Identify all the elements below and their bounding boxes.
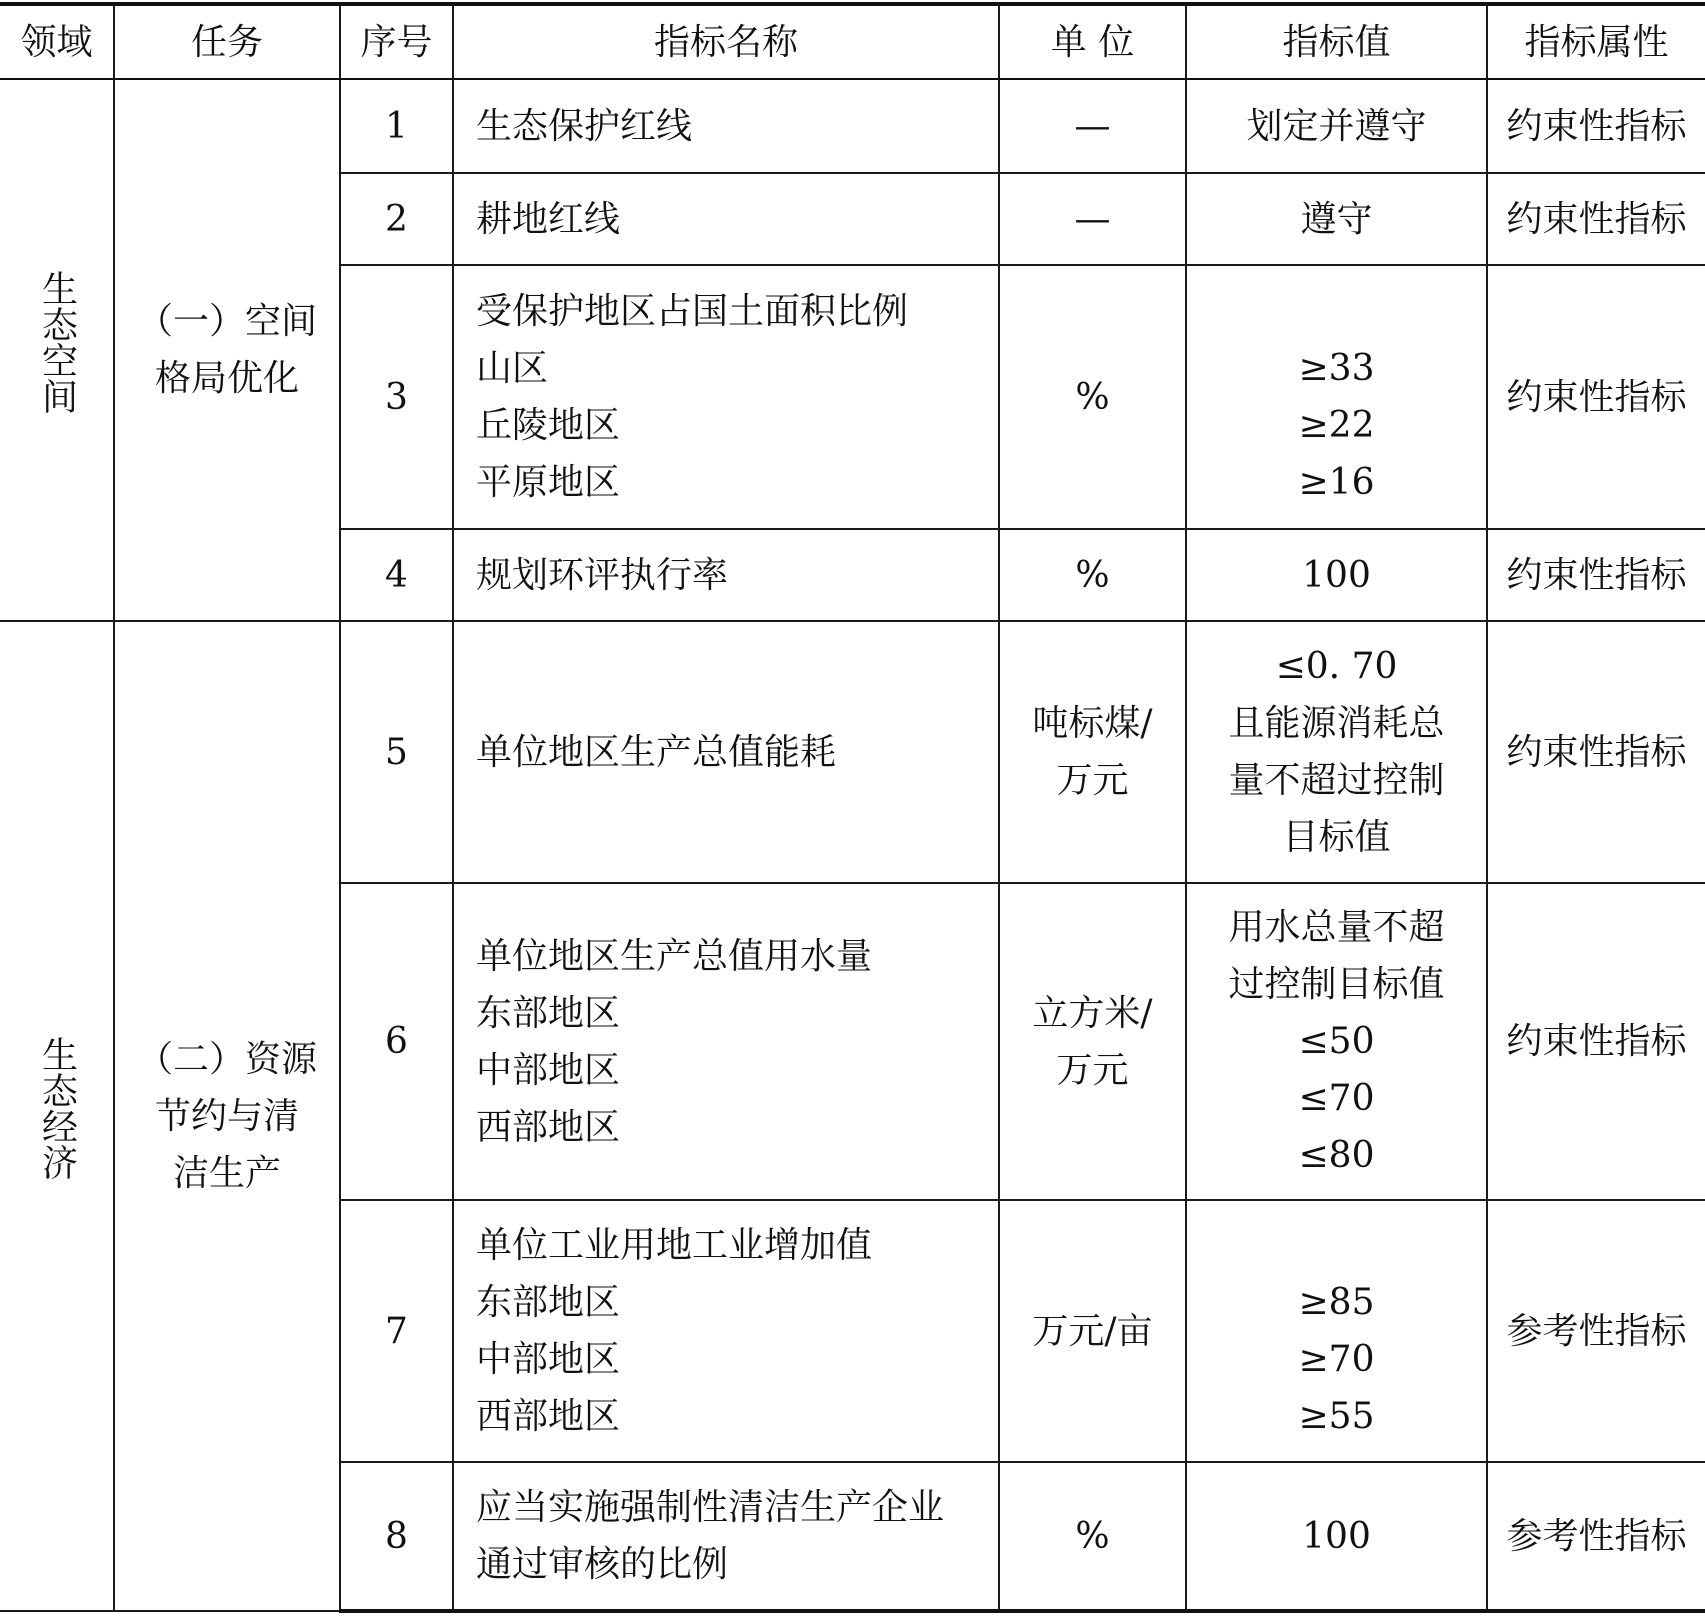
attribute-cell: 约束性指标	[1487, 621, 1705, 883]
header-value: 指标值	[1186, 4, 1487, 79]
indicator-table	[0, 2, 1705, 1613]
row-number: 2	[340, 173, 453, 265]
unit-cell: 立方米/ 万元	[999, 883, 1186, 1200]
row-number: 3	[340, 265, 453, 529]
task-line: 格局优化	[154, 358, 299, 399]
attribute-cell: 约束性指标	[1487, 173, 1705, 265]
value-cell: 100	[1186, 529, 1487, 621]
table-row	[0, 621, 1705, 883]
table-header-row	[0, 4, 1705, 79]
value-cell: ≥85 ≥70 ≥55	[1186, 1200, 1487, 1462]
row-number: 8	[340, 1462, 453, 1611]
unit-cell: %	[999, 265, 1186, 529]
row-number: 1	[340, 79, 453, 173]
header-name: 指标名称	[453, 4, 999, 79]
header-attr: 指标属性	[1487, 4, 1705, 79]
value-cell: 划定并遵守	[1186, 79, 1487, 173]
domain-label: 生态经济	[36, 1035, 78, 1180]
attribute-cell: 约束性指标	[1487, 265, 1705, 529]
task-cell	[114, 621, 340, 1611]
unit-cell: 吨标煤/ 万元	[999, 621, 1186, 883]
header-no: 序号	[340, 4, 453, 79]
value-cell: 100	[1186, 1462, 1487, 1611]
indicator-name: 生态保护红线	[453, 79, 999, 173]
domain-label: 生态空间	[36, 269, 78, 414]
indicator-name: 耕地红线	[453, 173, 999, 265]
attribute-cell: 约束性指标	[1487, 79, 1705, 173]
unit-cell: —	[999, 79, 1186, 173]
task-cell	[114, 79, 340, 621]
attribute-cell: 约束性指标	[1487, 529, 1705, 621]
value-cell: ≥33 ≥22 ≥16	[1186, 265, 1487, 529]
row-number: 7	[340, 1200, 453, 1462]
task-line: 洁生产	[172, 1152, 281, 1194]
value-cell: ≤0. 70 且能源消耗总 量不超过控制 目标值	[1186, 621, 1487, 883]
domain-cell	[0, 621, 114, 1611]
attribute-cell: 参考性指标	[1487, 1462, 1705, 1611]
unit-cell: %	[999, 1462, 1186, 1611]
indicator-name: 单位工业用地工业增加值 东部地区 中部地区 西部地区	[453, 1200, 999, 1462]
unit-cell: %	[999, 529, 1186, 621]
value-cell: 遵守	[1186, 173, 1487, 265]
unit-cell: 万元/亩	[999, 1200, 1186, 1462]
value-cell: 用水总量不超 过控制目标值 ≤50 ≤70 ≤80	[1186, 883, 1487, 1200]
indicator-name: 受保护地区占国土面积比例 山区 丘陵地区 平原地区	[453, 265, 999, 529]
indicator-name: 应当实施强制性清洁生产企业 通过审核的比例	[453, 1462, 999, 1611]
header-unit: 单 位	[999, 4, 1186, 79]
table-row	[0, 79, 1705, 173]
attribute-cell: 参考性指标	[1487, 1200, 1705, 1462]
row-number: 6	[340, 883, 453, 1200]
indicator-name: 单位地区生产总值能耗	[453, 621, 999, 883]
task-line: （二）资源	[136, 1038, 317, 1080]
attribute-cell: 约束性指标	[1487, 883, 1705, 1200]
header-domain: 领域	[0, 4, 114, 79]
task-line: 节约与清	[154, 1095, 299, 1137]
row-number: 5	[340, 621, 453, 883]
task-line: （一）空间	[136, 301, 317, 342]
indicator-name: 单位地区生产总值用水量 东部地区 中部地区 西部地区	[453, 883, 999, 1200]
row-number: 4	[340, 529, 453, 621]
indicator-name: 规划环评执行率	[453, 529, 999, 621]
header-task: 任务	[114, 4, 340, 79]
domain-cell	[0, 79, 114, 621]
unit-cell: —	[999, 173, 1186, 265]
